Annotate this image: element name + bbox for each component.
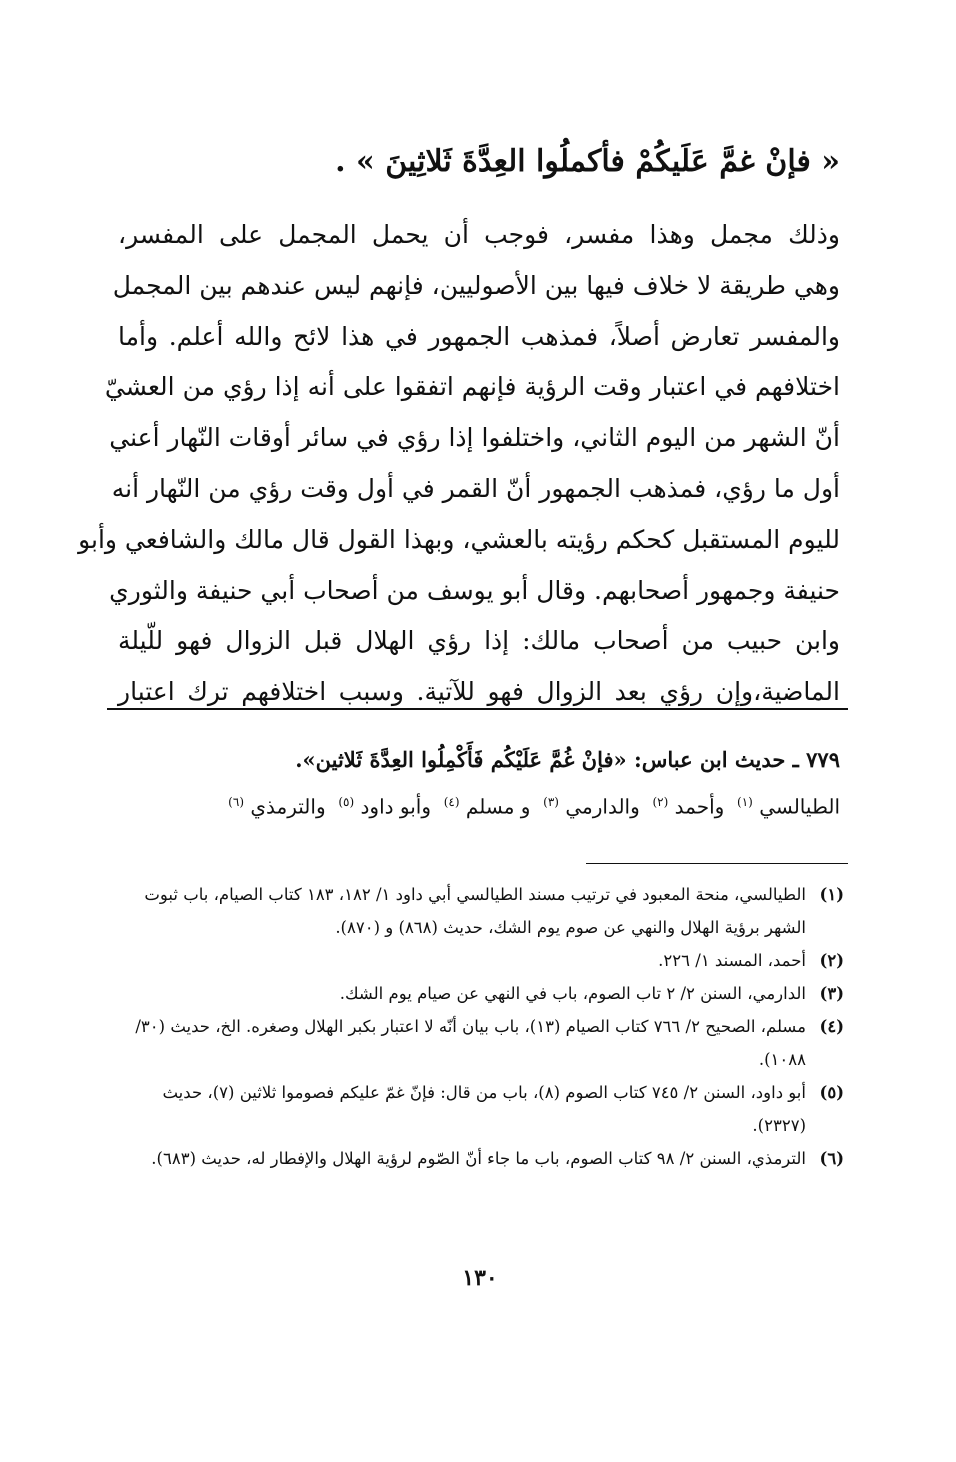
body-line: حنيفة وجمهور أصحابهم. وقال أبو يوسف من أصحاب أبي حنيفة والثوري <box>109 575 840 605</box>
body-line: لليوم المستقبل كحكم رؤيته بالعشي، وبهذا القول قال مالك والشافعي وأبو <box>78 524 840 554</box>
ref-name: وأبو داود <box>360 794 432 819</box>
ref-number: (٤) <box>443 795 460 809</box>
footnote-text: الترمذي، السنن ٢/ ٩٨ كتاب الصوم، باب ما جاء أنّ الصّوم لرؤية الهلال والإفطار له، حديث (٦٨٣). <box>151 1149 806 1168</box>
footnote-text: مسلم، الصحيح ٢/ ٧٦٦ كتاب الصيام (١٣)، باب بيان أنّه لا اعتبار بكبر الهلال وصغره. الخ، حديث (٣٠/ ١٠٨٨). <box>135 1017 806 1069</box>
ref-number: (٥) <box>338 795 355 809</box>
body-line: أنّ الشهر من اليوم الثاني، واختلفوا إذا رؤي في سائر أوقات النّهار أعني <box>109 423 840 453</box>
body-line: وهي طريقة لا خلاف فيها بين الأصوليين، فإنهم ليس عندهم بين المجمل <box>112 270 840 300</box>
hadith-takhrij <box>140 738 840 827</box>
footnote <box>108 1010 844 1076</box>
body-line: اختلافهم في اعتبار وقت الرؤية فإنهم اتفقوا على أنه إذا رؤي من العشيّ <box>104 372 840 402</box>
footnote-number: (٤) <box>819 1017 844 1036</box>
ref-name: وأحمد <box>674 794 725 819</box>
footnote-text: أبو داود، السنن ٢/ ٧٤٥ كتاب الصوم (٨)، باب من قال: فإنّ غمّ عليكم فصوموا ثلاثين (٧)، حديث (٢٣٢٧). <box>162 1083 806 1135</box>
body-line: الماضية،وإن رؤي بعد الزوال فهو للآتية. وسبب اختلافهم ترك اعتبار <box>118 677 840 707</box>
footnote <box>108 1142 844 1175</box>
footnote-number: (٢) <box>819 951 844 970</box>
footnote <box>108 1076 844 1142</box>
body-line: وابن حبيب من أصحاب مالك: إذا رؤي الهلال قبل الزوال فهو للّيلة <box>118 626 840 656</box>
page-number: ١٣٠ <box>462 1265 498 1291</box>
ref-number: (٦) <box>228 795 244 809</box>
footnote-text: الدارمي، السنن ٢/ ٢ تاب الصوم، باب في النهي عن صيام يوم الشك. <box>339 984 806 1003</box>
footnote-number: (١) <box>819 885 844 904</box>
footnote <box>108 878 844 944</box>
footnote-number: (٥) <box>819 1083 844 1102</box>
ref-name: والدارمي <box>565 794 640 819</box>
footnote-number: (٦) <box>819 1149 844 1168</box>
ref-name: الطيالسي <box>759 794 840 819</box>
ref-number: (٣) <box>543 795 559 809</box>
footnote-text: أحمد، المسند ١/ ٢٢٦. <box>658 951 806 970</box>
ref-number: (١) <box>737 795 753 809</box>
hadith-note-title: ٧٧٩ ـ حديث ابن عباس: «فإنْ غُمَّ عَلَيْكُم فَأَكْمِلُوا العِدَّةَ ثَلاثين». <box>295 747 840 772</box>
ref-name: و مسلم <box>465 794 531 819</box>
footnote-divider <box>586 863 848 864</box>
footnote <box>108 977 844 1010</box>
ref-number: (٢) <box>652 795 669 809</box>
footnote-number: (٣) <box>819 984 844 1003</box>
footnote <box>108 944 844 977</box>
hadith-note-refs <box>140 782 840 827</box>
body-line: أول ما رؤي، فمذهب الجمهور أنّ القمر في أول وقت رؤي من النّهار أنه <box>111 473 840 503</box>
footnote-text: الطيالسي، منحة المعبود في ترتيب مسند الطيالسي أبي داود ١/ ١٨٢، ١٨٣ كتاب الصيام، باب ثبوت الشهر برؤية الهلال والنهي عن صوم يوم الشك، حديث (٨٦٨) و (٨٧٠). <box>144 885 806 937</box>
body-line: وذلك مجمل وهذا مفسر، فوجب أن يحمل المجمل على المفسر، <box>118 220 840 249</box>
body-line: والمفسر تعارض أصلاً، فمذهب الجمهور في هذا لائح والله أعلم. وأما <box>118 321 840 351</box>
ref-name: والترمذي <box>250 794 326 819</box>
body-text <box>78 210 840 718</box>
footnotes <box>108 878 844 1175</box>
section-divider <box>107 708 848 710</box>
hadith-quote: « فإنْ غمَّ عَلَيكُمْ فأكملُوا العِدَّةَ ثَلاثِينَ » . <box>335 144 840 179</box>
